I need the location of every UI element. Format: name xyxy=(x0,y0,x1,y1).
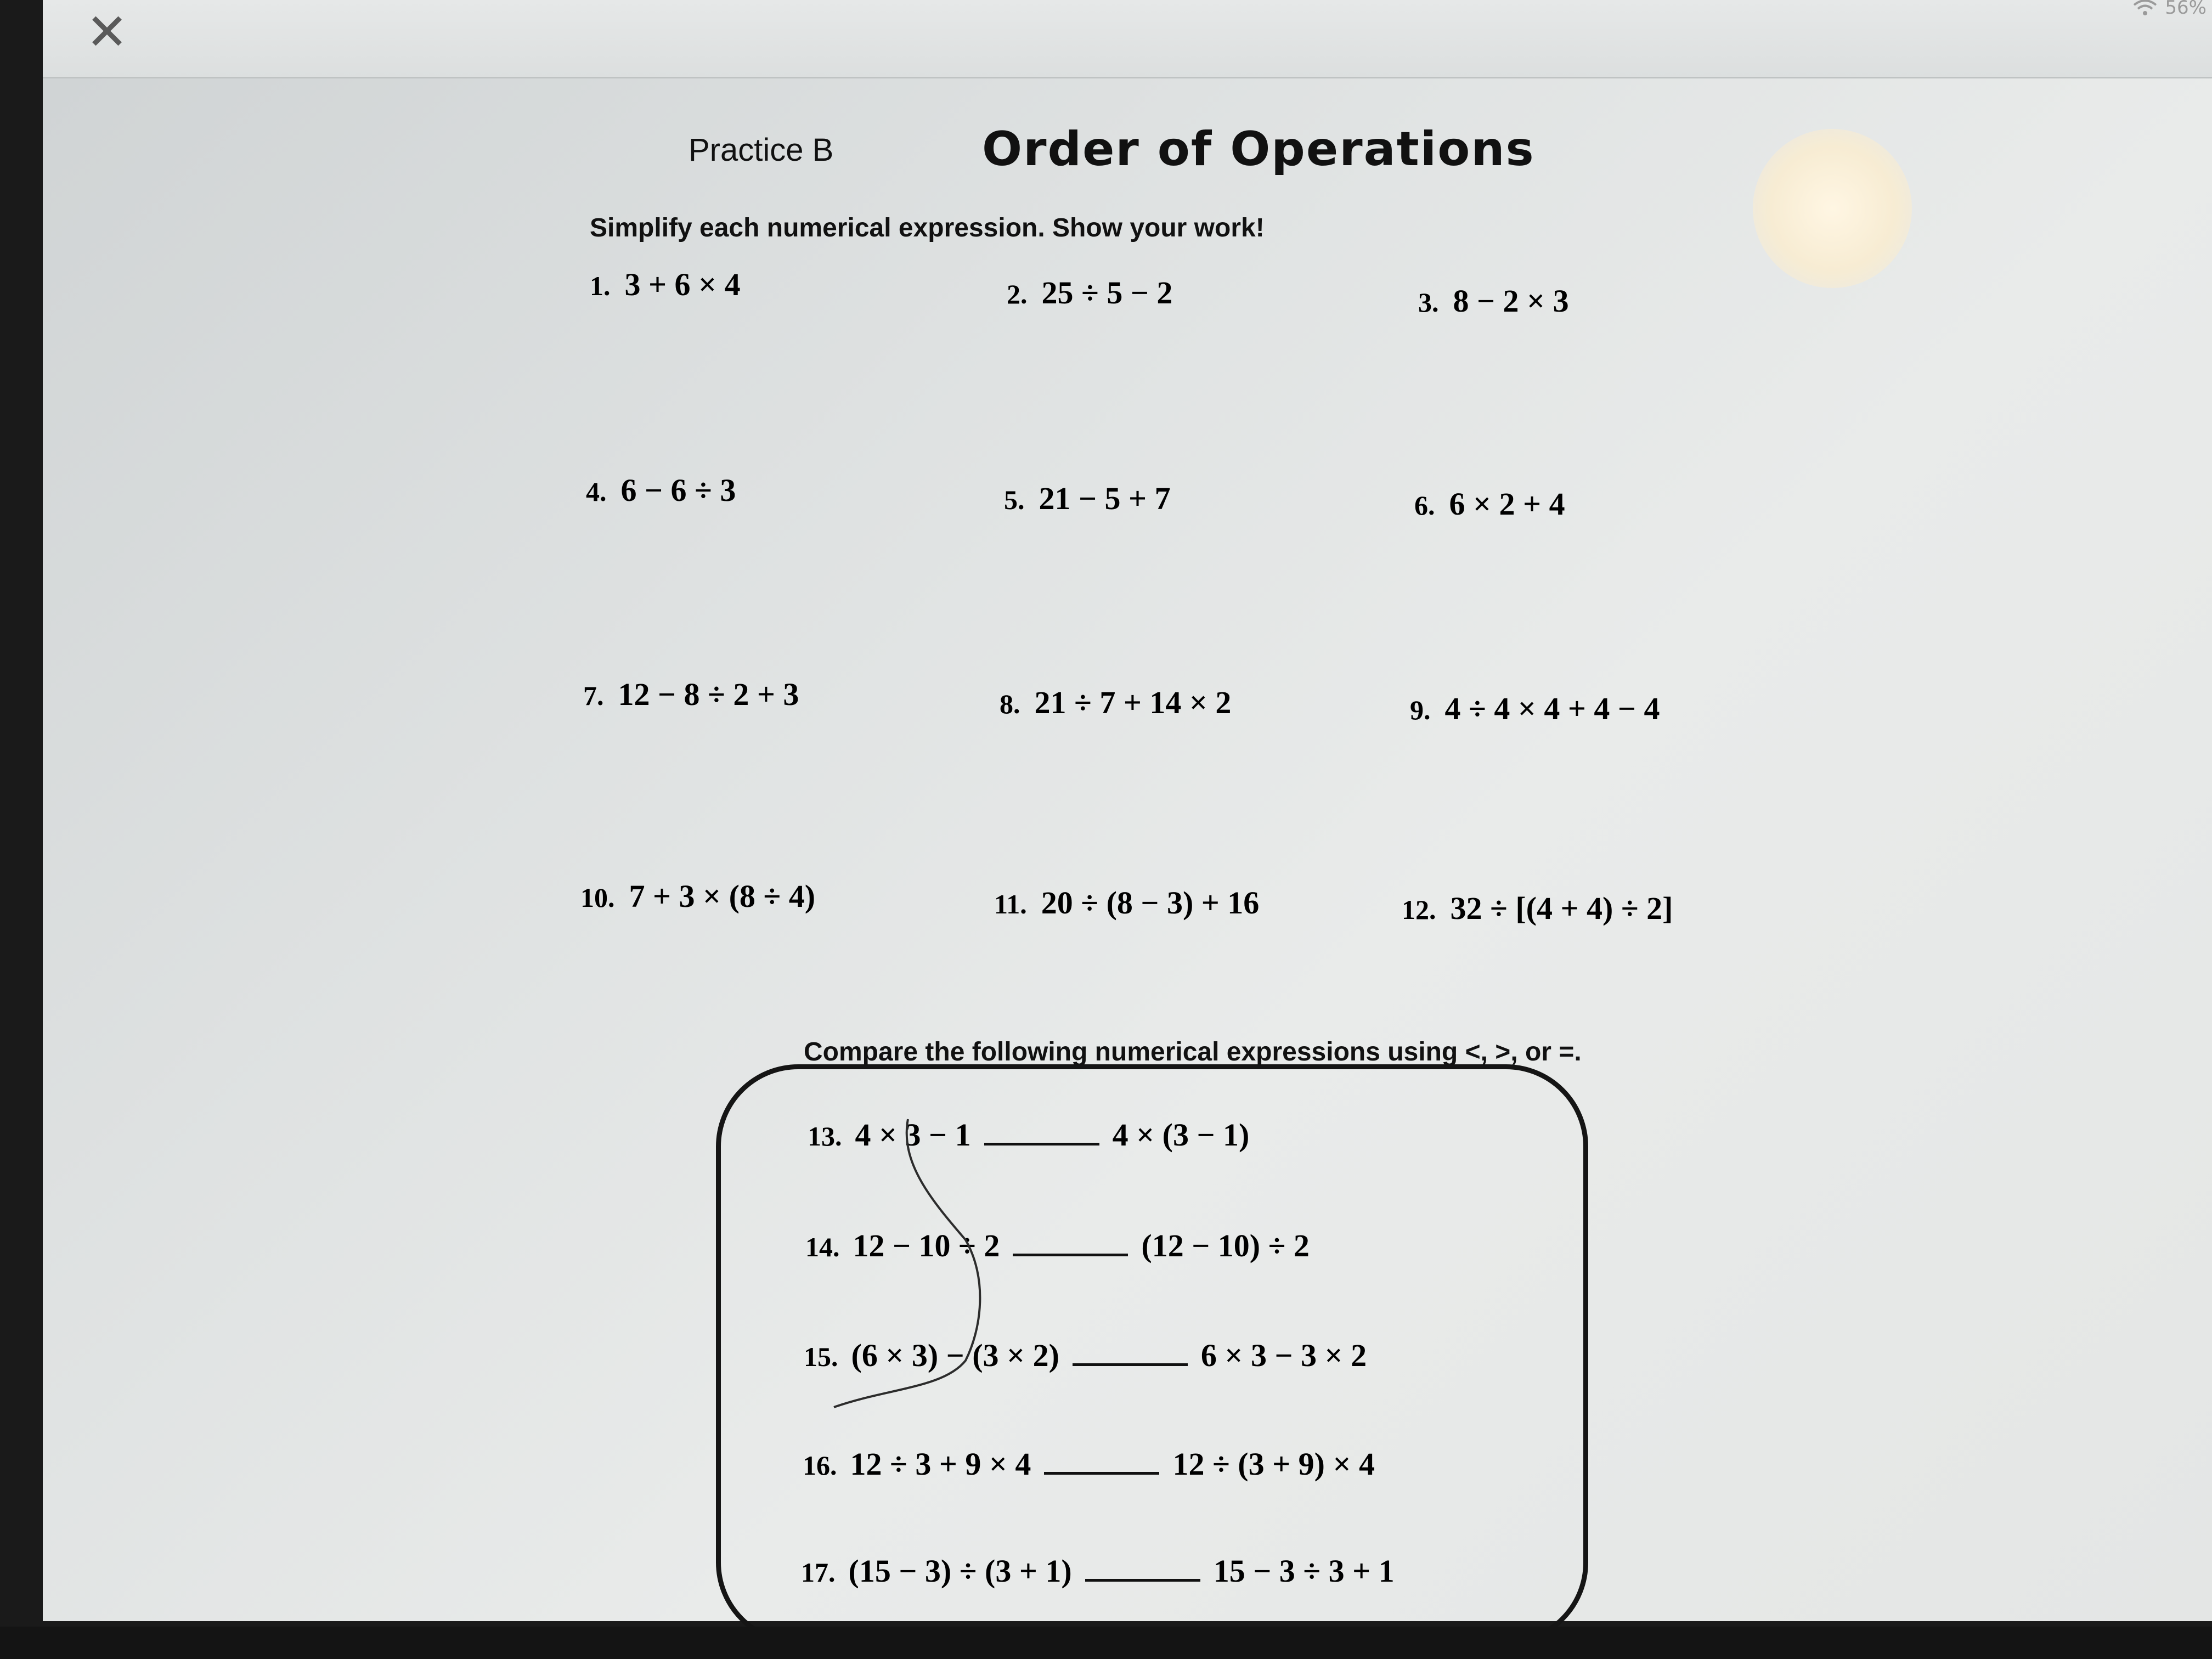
compare-right: 4 × (3 − 1) xyxy=(1112,1117,1250,1153)
problem-number: 9. xyxy=(1410,695,1431,725)
problem-expression: 20 ÷ (8 − 3) + 16 xyxy=(1041,885,1260,921)
problem-expression: 21 − 5 + 7 xyxy=(1039,481,1171,516)
battery-percent: 56% xyxy=(2165,0,2207,19)
compare-left: 4 × 3 − 1 xyxy=(855,1117,971,1153)
compare-right: 6 × 3 − 3 × 2 xyxy=(1200,1338,1367,1373)
compare-instructions: Compare the following numerical expressions using <, >, or =. xyxy=(804,1037,1582,1066)
compare-left: (15 − 3) ÷ (3 + 1) xyxy=(848,1553,1072,1589)
problem-number: 11. xyxy=(994,889,1027,919)
problem-number: 10. xyxy=(580,882,615,913)
problem-number: 13. xyxy=(808,1121,842,1152)
problem-number: 7. xyxy=(583,680,604,711)
problem-number: 4. xyxy=(586,476,607,507)
problem-number: 12. xyxy=(1402,894,1436,925)
problem-number: 2. xyxy=(1007,279,1028,309)
problem-expression: 32 ÷ [(4 + 4) ÷ 2] xyxy=(1450,890,1673,926)
problem-expression: 25 ÷ 5 − 2 xyxy=(1041,275,1173,311)
problem-expression: 7 + 3 × (8 ÷ 4) xyxy=(629,878,816,914)
problem-number: 3. xyxy=(1418,287,1439,318)
problem-number: 1. xyxy=(590,270,611,301)
worksheet-title: Order of Operations xyxy=(982,122,1535,177)
compare-right: 12 ÷ (3 + 9) × 4 xyxy=(1172,1446,1375,1482)
compare-left: 12 − 10 ÷ 2 xyxy=(853,1228,1000,1263)
close-icon: ✕ xyxy=(86,3,128,61)
problem-number: 15. xyxy=(804,1341,838,1372)
compare-left: (6 × 3) − (3 × 2) xyxy=(851,1338,1059,1373)
practice-label: Practice B xyxy=(689,132,834,168)
problem-expression: 21 ÷ 7 + 14 × 2 xyxy=(1034,685,1232,720)
screen-bottom-edge xyxy=(0,1627,2212,1659)
problem-expression: 6 × 2 + 4 xyxy=(1449,486,1565,522)
problem-expression: 3 + 6 × 4 xyxy=(624,267,741,302)
compare-right: (12 − 10) ÷ 2 xyxy=(1141,1228,1310,1263)
compare-right: 15 − 3 ÷ 3 + 1 xyxy=(1213,1553,1395,1589)
problem-expression: 4 ÷ 4 × 4 + 4 − 4 xyxy=(1444,691,1660,726)
problem-number: 17. xyxy=(801,1557,836,1588)
instructions: Simplify each numerical expression. Show your work! xyxy=(590,213,1265,242)
problem-number: 14. xyxy=(805,1232,840,1262)
problem-expression: 12 − 8 ÷ 2 + 3 xyxy=(618,676,799,712)
problem-number: 16. xyxy=(803,1450,837,1481)
compare-left: 12 ÷ 3 + 9 × 4 xyxy=(850,1446,1031,1482)
problem-number: 5. xyxy=(1004,484,1025,515)
problem-number: 6. xyxy=(1414,490,1435,521)
problem-expression: 8 − 2 × 3 xyxy=(1453,283,1569,319)
problem-expression: 6 − 6 ÷ 3 xyxy=(620,472,736,508)
problem-number: 8. xyxy=(1000,689,1020,719)
